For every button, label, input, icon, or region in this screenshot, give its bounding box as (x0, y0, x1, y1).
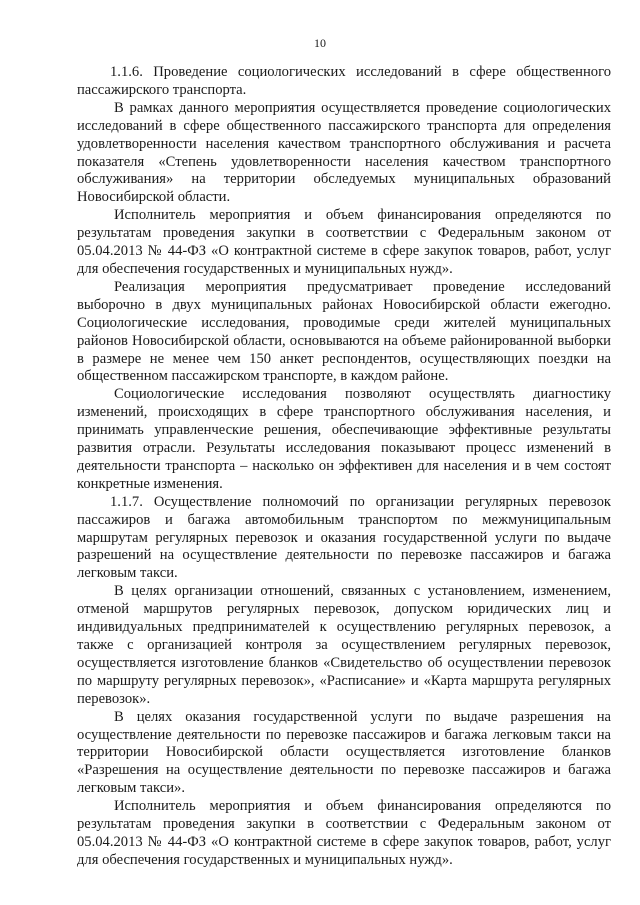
paragraph: В рамках данного мероприятия осуществляется проведение социологических исследований в сфере общественного пассажирского транспорта для определения удовлетворенности населения качеством транспортного обслуживания и расчета показателя «Степень удовлетворенности населения качеством транспортного обслуживания» на территории обследуемых муниципальных образований Новосибирской области. (77, 99, 611, 206)
section-heading-1-1-6: 1.1.6. Проведение социологических исследований в сфере общественного пассажирского транспорта. (77, 64, 611, 98)
paragraph: Реализация мероприятия предусматривает проведение исследований выборочно в двух муниципальных районах Новосибирской области ежегодно. Социологические исследования, проводимые среди жителей муниципальных районов Новосибирской области, основываются на объеме районированной выборки в размере не менее чем 150 анкет респондентов, осуществляющих поездки на общественном пассажирском транспорте, в каждом районе. (77, 278, 611, 385)
paragraph: В целях организации отношений, связанных с установлением, изменением, отменой маршрутов регулярных перевозок, допуском юридических лиц и индивидуальных предпринимателей к осуществлению регулярных перевозок, а также с организацией контроля за осуществлением регулярных перевозок, осуществляется изготовление бланков «Свидетельство об осуществлении перевозок по маршруту регулярных перевозок», «Расписание» и «Карта маршрута регулярных перевозок». (77, 583, 611, 707)
paragraph: Социологические исследования позволяют осуществлять диагностику изменений, происходящих в сфере транспортного обслуживания населения, и принимать управленческие решения, обеспечивающие эффективные результаты развития отрасли. Результаты исследования показывают процесс изменений в деятельности транспорта – насколько он эффективен для населения и в чем состоят конкретные изменения. (77, 386, 611, 492)
paragraph: Исполнитель мероприятия и объем финансирования определяются по результатам проведения закупки в соответствии с Федеральным законом от 05.04.2013 № 44-ФЗ «О контрактной системе в сфере закупок товаров, работ, услуг для обеспечения государственных и муниципальных нужд». (77, 207, 611, 277)
paragraph: Исполнитель мероприятия и объем финансирования определяются по результатам проведения закупки в соответствии с Федеральным законом от 05.04.2013 № 44-ФЗ «О контрактной системе в сфере закупок товаров, работ, услуг для обеспечения государственных и муниципальных нужд». (77, 798, 611, 868)
document-body (77, 64, 611, 870)
page-number: 10 (314, 36, 326, 50)
paragraph: В целях оказания государственной услуги по выдаче разрешения на осуществление деятельности по перевозке пассажиров и багажа легковым такси на территории Новосибирской области осуществляется изготовление бланков «Разрешения на осуществление деятельности по перевозке пассажиров и багажа легковым такси». (77, 708, 611, 797)
section-heading-1-1-7: 1.1.7. Осуществление полномочий по организации регулярных перевозок пассажиров и багажа автомобильным транспортом по межмуниципальным маршрутам регулярных перевозок и оказания государственной услуги по выдаче разрешений на осуществление деятельности по перевозке пассажиров и багажа легковым такси. (77, 493, 611, 582)
